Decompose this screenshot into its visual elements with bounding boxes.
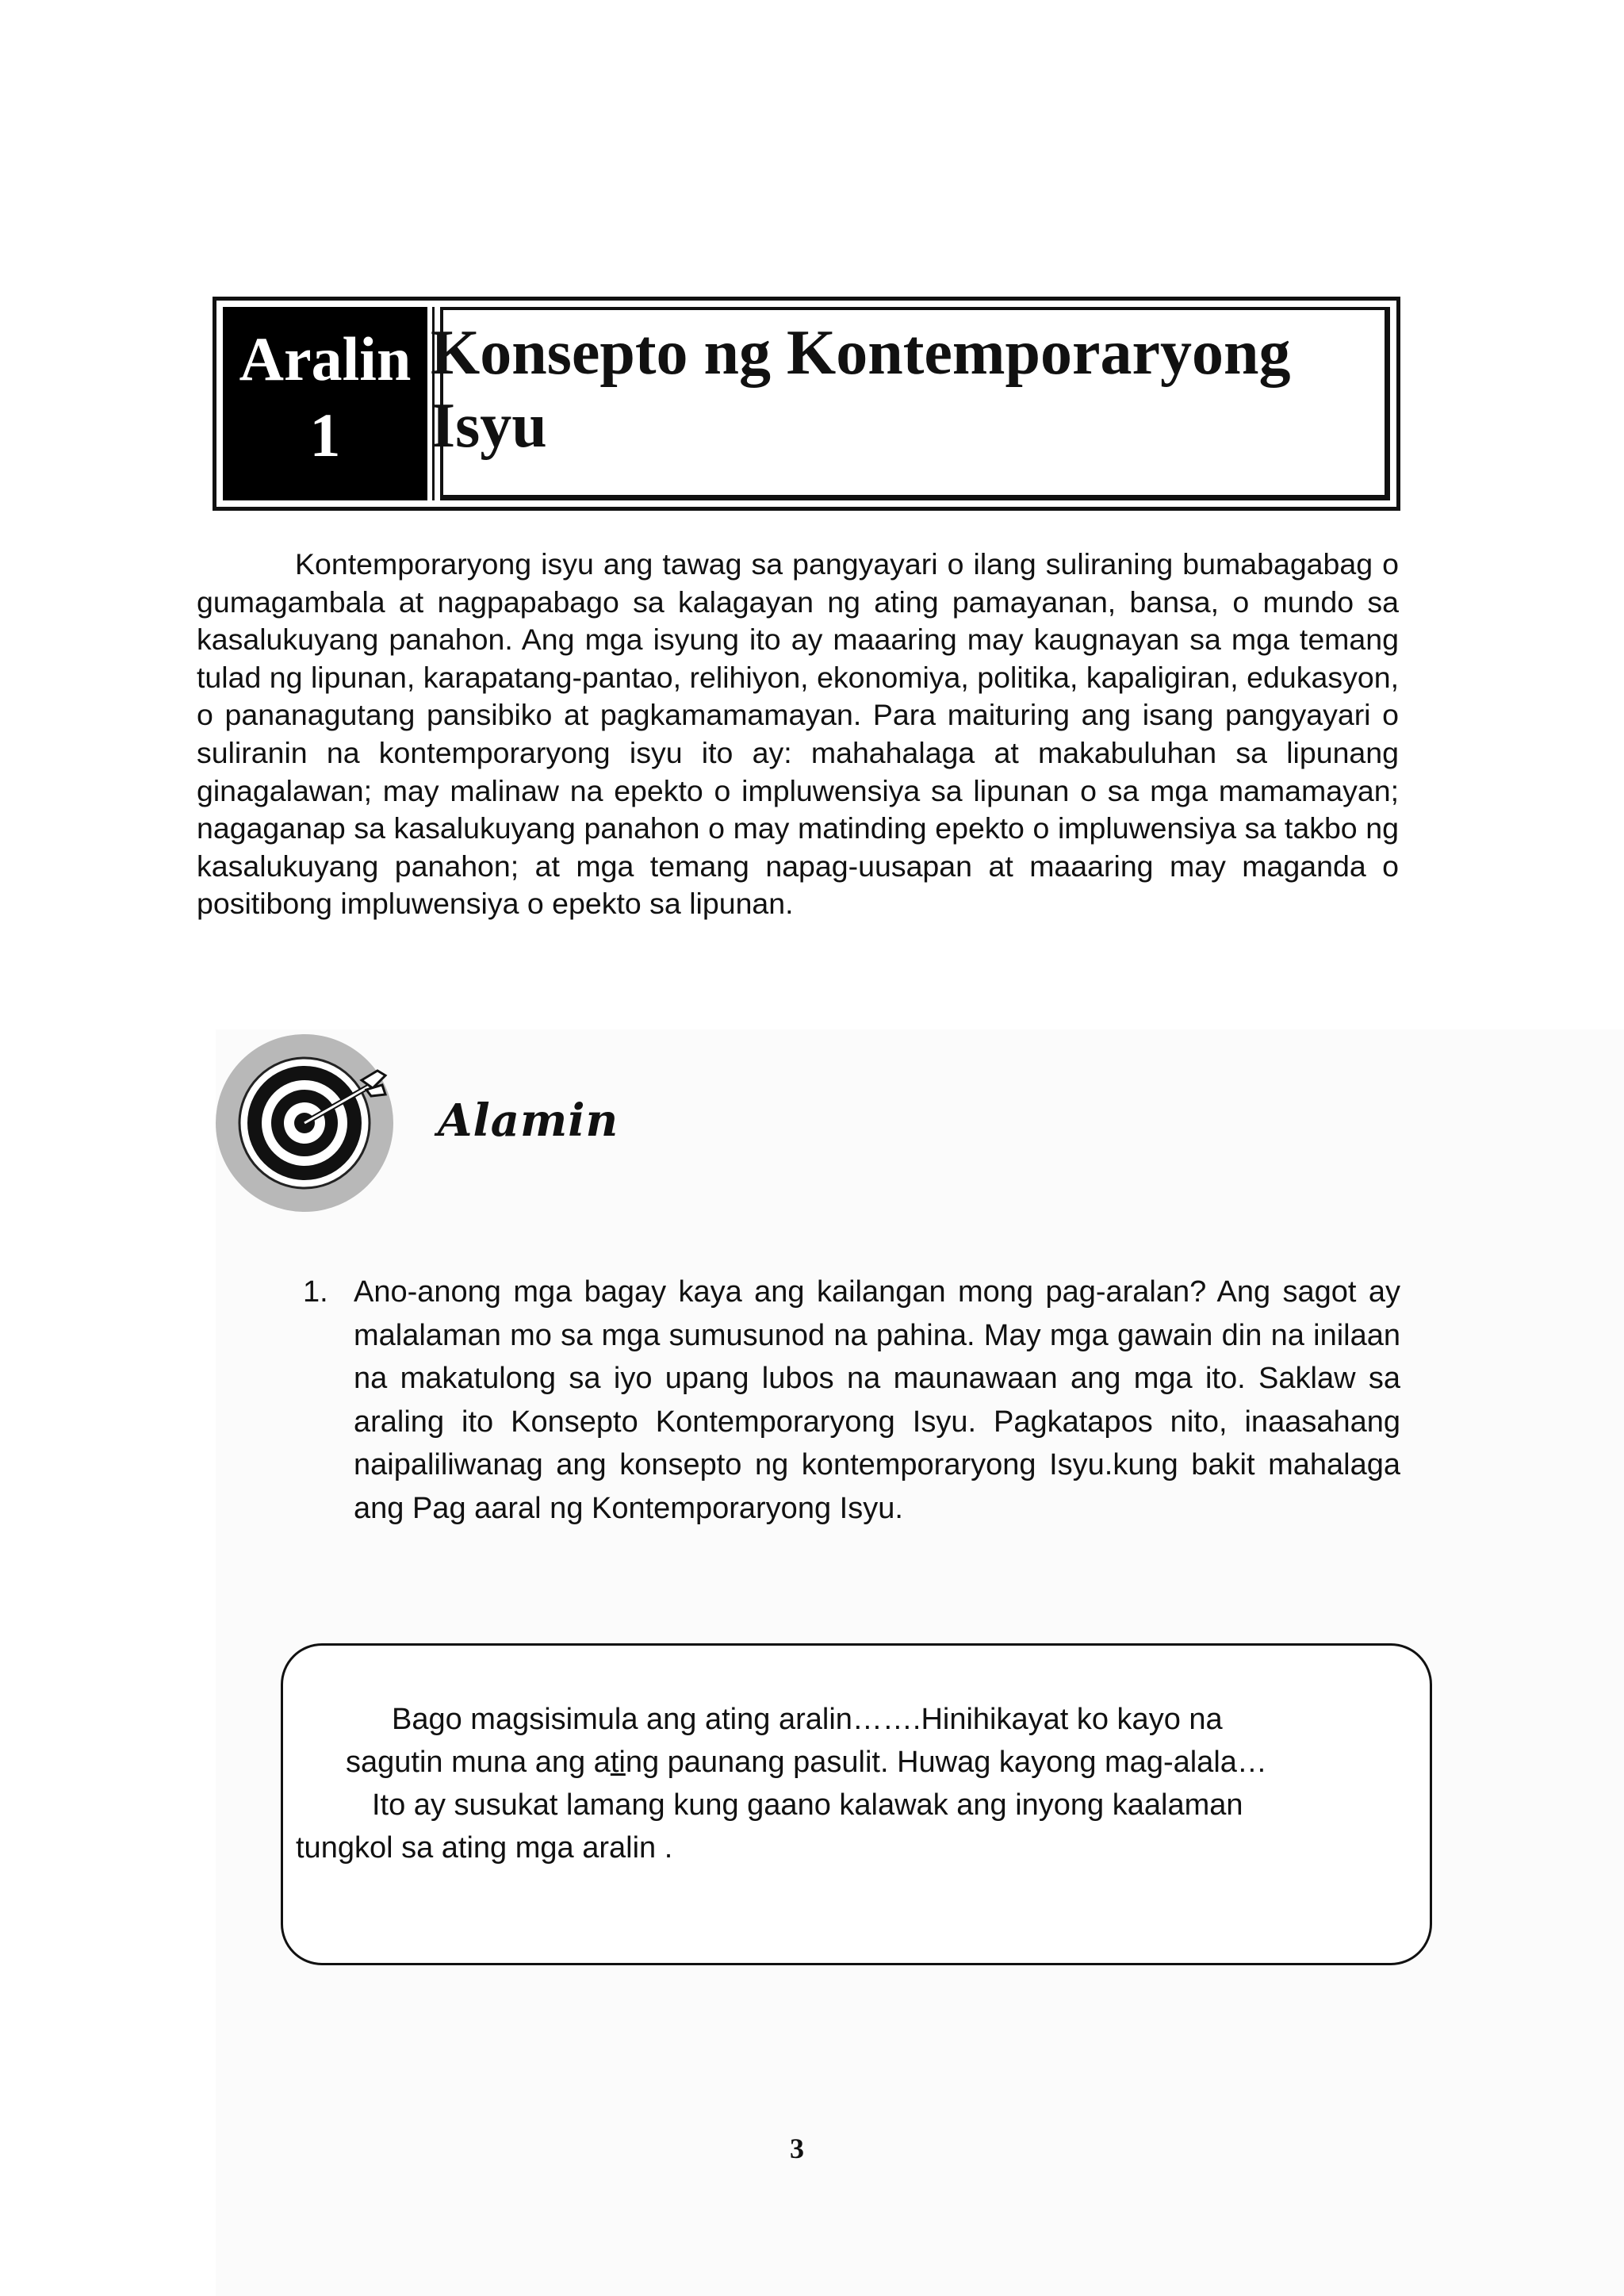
lesson-title: Konsepto ng Kontemporaryong Isyu: [431, 318, 1291, 461]
list-item-number: 1.: [303, 1275, 328, 1309]
note-line-1: Bago magsisimula ang ating aralin…….Hinihikayat ko kayo na: [392, 1703, 1223, 1736]
note-box: [281, 1643, 1432, 1965]
page-number: 3: [790, 2133, 804, 2164]
target-icon: [216, 1029, 403, 1217]
section-title: Alamin: [438, 1094, 619, 1147]
note-line-2-end: ng paunang pasulit. Huwag kayong mag-alala…: [625, 1746, 1267, 1779]
list-item-text: Ano-anong mga bagay kaya ang kailangan mong pag-aralan? Ang sagot ay malalaman mo sa mga sumusunod na pahina. May mga gawain din na inilaan na makatulong sa iyo upang lubos na maunawaan ang mga ito. Saklaw sa araling ito Konsepto Kontemporaryong Isyu. Pagkatapos nito, inaasahang naipaliliwanag ang konsepto ng kontemporaryong Isyu.kung bakit mahalaga ang Pag aaral ng Kontemporaryong Isyu.: [354, 1275, 1400, 1525]
note-line-2-start: sagutin muna ang a: [346, 1746, 611, 1779]
lesson-label: Aralin: [239, 324, 412, 393]
note-line-2: [346, 1741, 1267, 1784]
note-line-3: Ito ay susukat lamang kung gaano kalawak ang inyong kaalaman: [372, 1788, 1243, 1822]
note-line-4: tungkol sa ating mga aralin .: [296, 1831, 673, 1865]
lesson-number-badge: [223, 307, 427, 500]
intro-paragraph: Kontemporaryong isyu ang tawag sa pangyayari o ilang suliraning bumabagabag o gumagambala at nagpapabago sa kalagayan ng ating pamayanan, bansa, o mundo sa kasalukuyang panahon. Ang mga isyung ito ay maaaring may kaugnayan sa mga temang tulad ng lipunan, karapatang-pantao, relihiyon, ekonomiya, politika, kapaligiran, edukasyon, o pananagutang pansibiko at pagkamamamayan. Para maituring ang isang pangyayari o suliranin na kontemporaryong isyu ito ay: mahahalaga at makabuluhan sa lipunang ginagalawan; may malinaw na epekto o impluwensiya sa lipunan o sa mga mamamayan; nagaganap sa kasalukuyang panahon o may matinding epekto o impluwensiya sa takbo ng kasalukuyang panahon; at mga temang napag-uusapan at maaaring may maganda o positibong impluwensiya o epekto sa lipunan.: [197, 547, 1399, 921]
note-line-2-underlined: ti: [610, 1746, 626, 1779]
lesson-number: 1: [309, 401, 341, 470]
lesson-title-block: [213, 297, 1400, 511]
